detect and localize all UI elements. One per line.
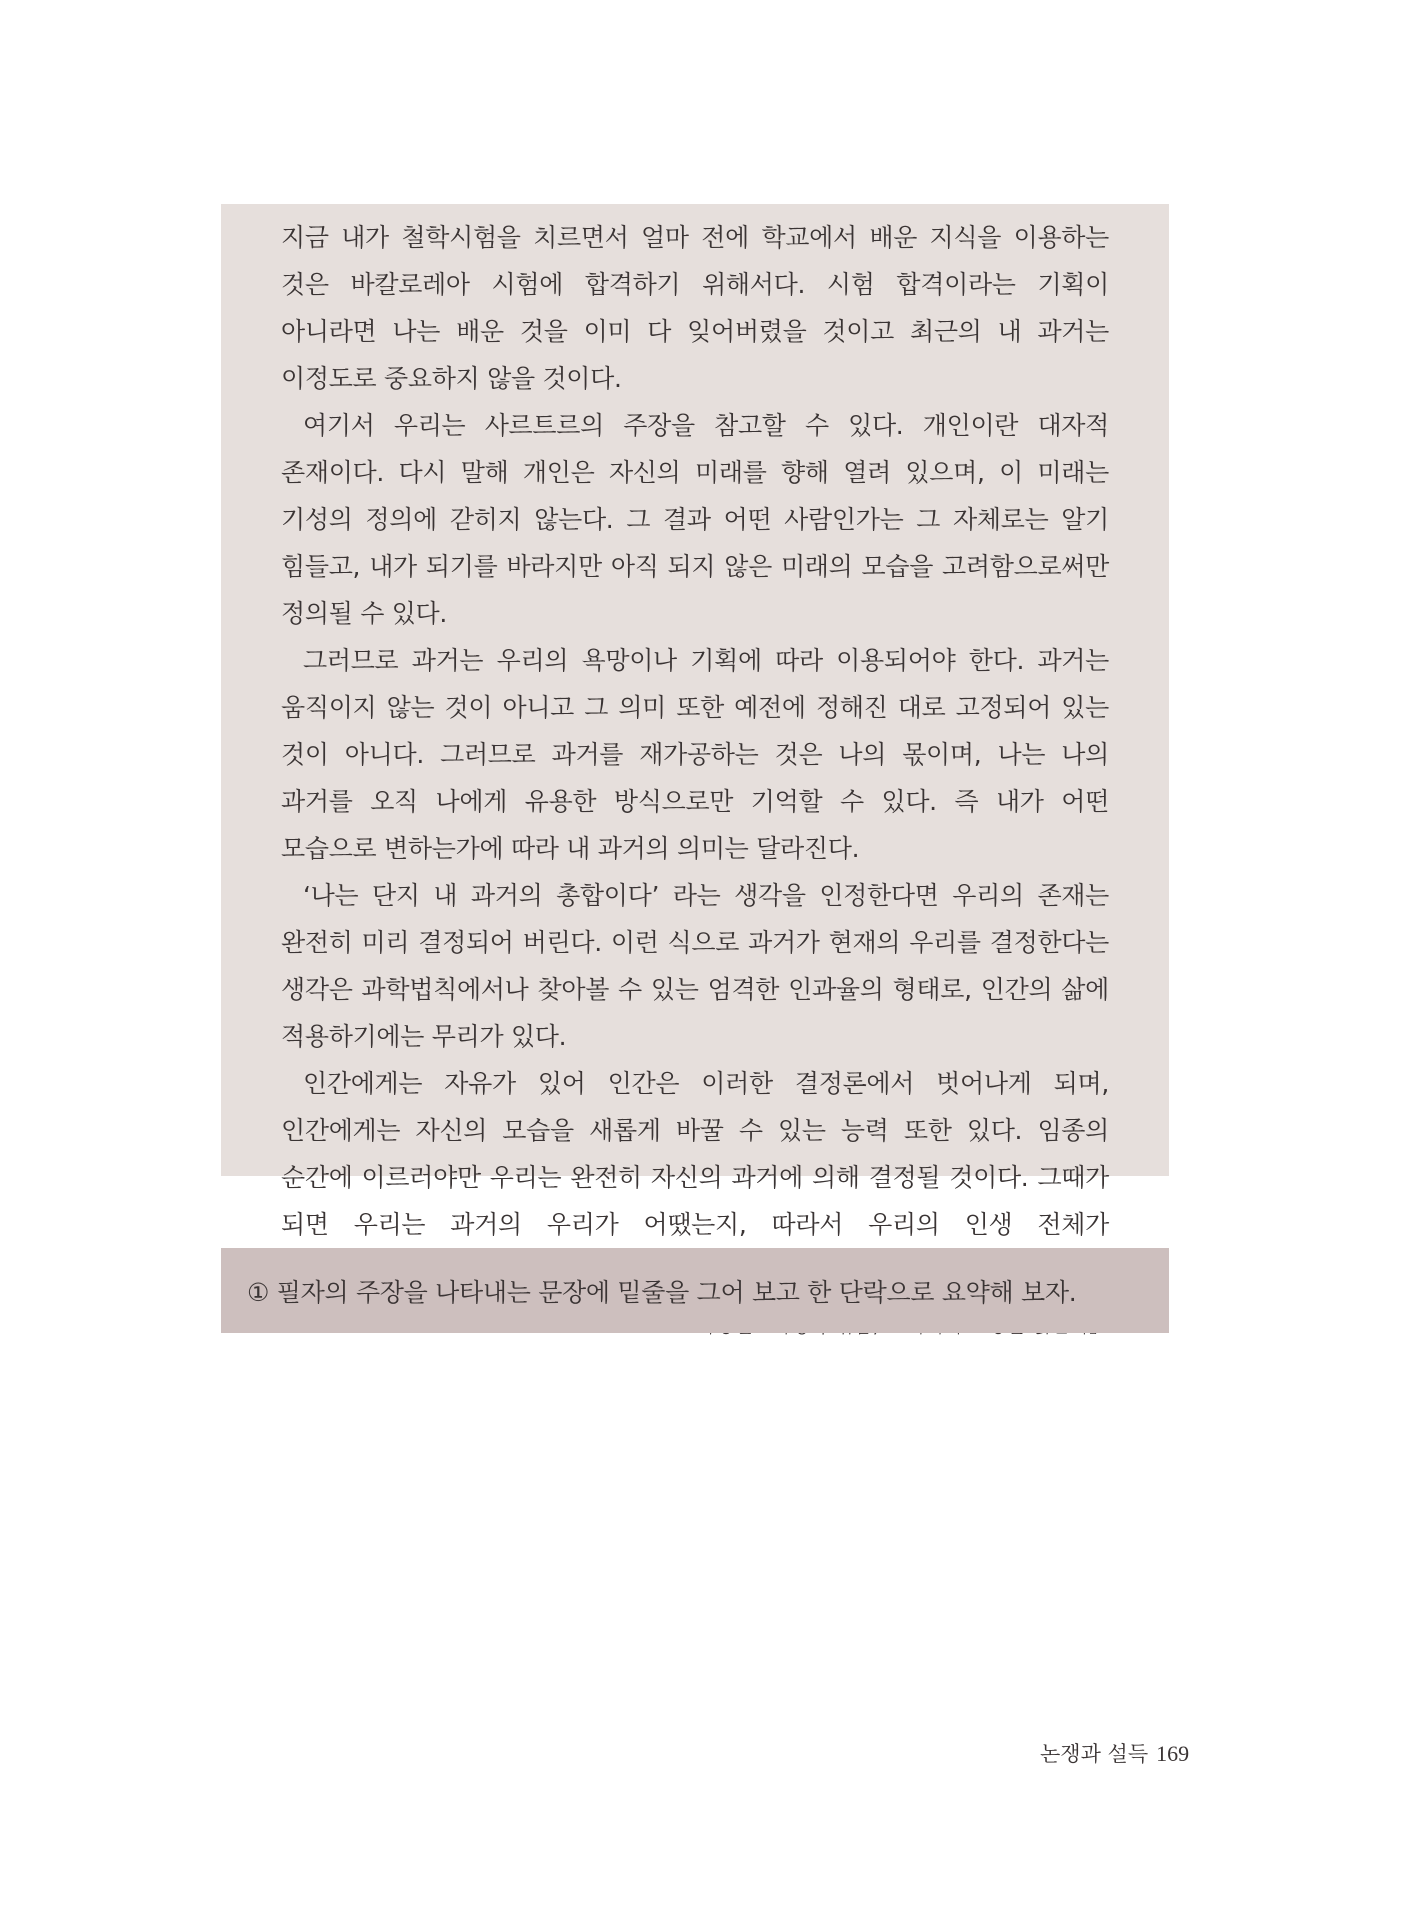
passage-paragraph-1: 지금 내가 철학시험을 치르면서 얼마 전에 학교에서 배운 지식을 이용하는 것은 바칼로레아 시험에 합격하기 위해서다. 시험 합격이라는 기획이 아니라면 나는 배운 것을 이미 다 잊어버렸을 것이고 최근의 내 과거는 이정도로 중요하지 않을 것이다.: [281, 223, 1109, 393]
page-footer: [1040, 1738, 1189, 1768]
question-text: ① 필자의 주장을 나타내는 문장에 밑줄을 그어 보고 한 단락으로 요약해 보자.: [247, 1277, 1077, 1307]
page-number: 169: [1156, 1741, 1190, 1766]
passage-paragraph-2: 여기서 우리는 사르트르의 주장을 참고할 수 있다. 개인이란 대자적 존재이다. 다시 말해 개인은 자신의 미래를 향해 열려 있으며, 이 미래는 기성의 정의에 갇히지 않는다. 그 결과 어떤 사람인가는 그 자체로는 알기 힘들고, 내가 되기를 바라지만 아직 되지 않은 미래의 모습을 고려함으로써만 정의될 수 있다.: [281, 411, 1109, 628]
question-box: [221, 1248, 1169, 1333]
reading-passage: [221, 204, 1169, 1239]
footer-section-title: 논쟁과 설득: [1040, 1742, 1149, 1766]
passage-paragraph-3: 그러므로 과거는 우리의 욕망이나 기획에 따라 이용되어야 한다. 과거는 움직이지 않는 것이 아니고 그 의미 또한 예전에 정해진 대로 고정되어 있는 것이 아니다. 그러므로 과거를 재가공하는 것은 나의 몫이며, 나는 나의 과거를 오직 나에게 유용한 방식으로만 기억할 수 있다. 즉 내가 어떤 모습으로 변하는가에 따라 내 과거의 의미는 달라진다.: [281, 646, 1109, 863]
passage-paragraph-5: 인간에게는 자유가 있어 인간은 이러한 결정론에서 벗어나게 되며, 인간에게는 자신의 모습을 새롭게 바꿀 수 있는 능력 또한 있다. 임종의 순간에 이르러야만 우리는 완전히 자신의 과거에 의해 결정될 것이다. 그때가 되면 우리는 과거의 우리가 어땠는지, 따라서 우리의 인생 전체가: [281, 1069, 1109, 1239]
passage-paragraph-4: ‘나는 단지 내 과거의 총합이다’ 라는 생각을 인정한다면 우리의 존재는 완전히 미리 결정되어 버린다. 이런 식으로 과거가 현재의 우리를 결정한다는 생각은 과학법칙에서나 찾아볼 수 있는 엄격한 인과율의 형태로, 인간의 삶에 적용하기에는 무리가 있다.: [281, 881, 1109, 1051]
